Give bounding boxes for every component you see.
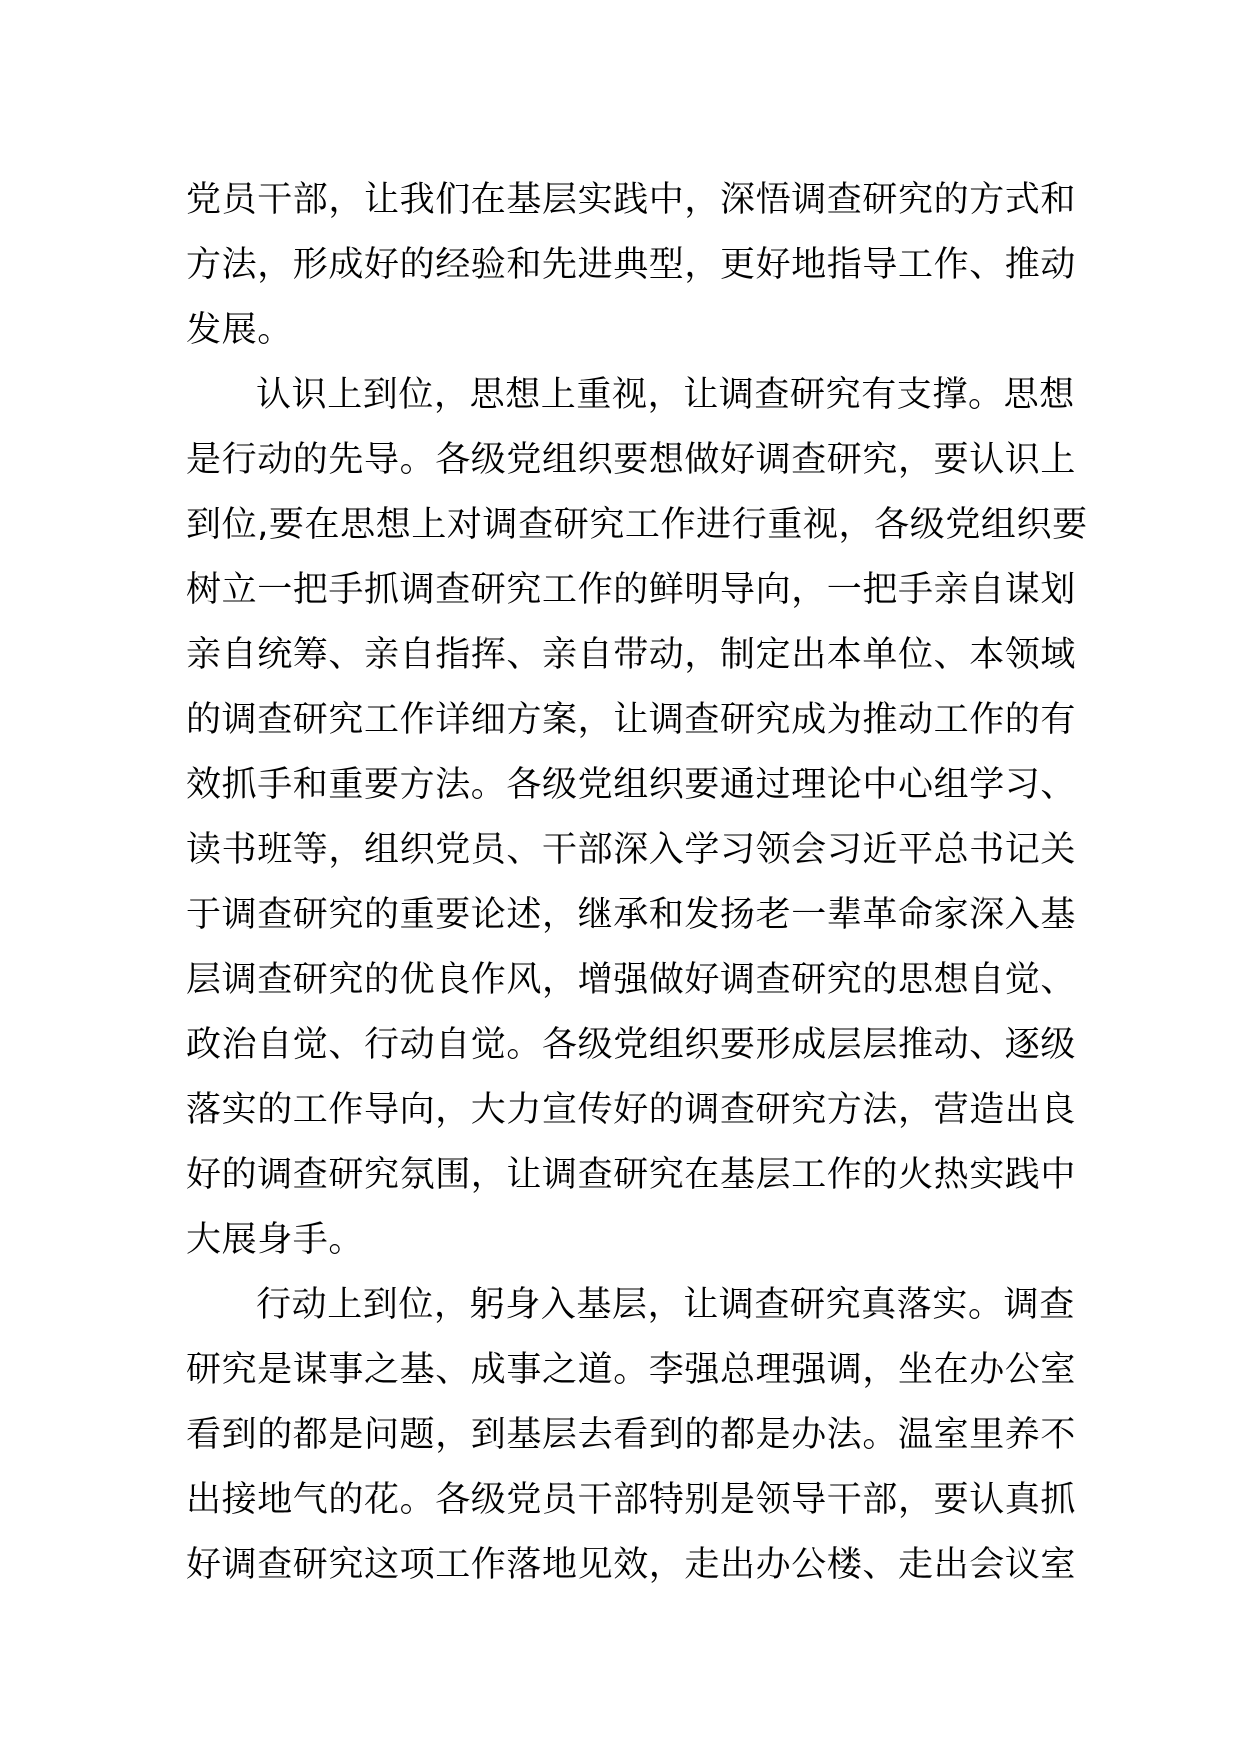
paragraph-first-line: 认识上到位，思想上重视，让调查研究有支撑。思想 [256,375,1075,415]
text-line: 读书班等，组织党员、干部深入学习领会习近平总书记关 [186,830,1077,870]
text-line: 是行动的先导。各级党组织要想做好调查研究，要认识上 [186,440,1077,480]
text-line: 大展身手。 [186,1220,365,1260]
text-line: 到位,要在思想上对调查研究工作进行重视，各级党组织要 [186,505,1088,545]
text-line: 政治自觉、行动自觉。各级党组织要形成层层推动、逐级 [186,1025,1077,1065]
text-line: 层调查研究的优良作风，增强做好调查研究的思想自觉、 [186,960,1077,1000]
text-line: 于调查研究的重要论述，继承和发扬老一辈革命家深入基 [186,895,1077,935]
text-line: 发展。 [186,310,293,350]
text-line: 落实的工作导向，大力宣传好的调查研究方法，营造出良 [186,1090,1077,1130]
text-line: 出接地气的花。各级党员干部特别是领导干部，要认真抓 [186,1480,1077,1520]
body-text [186,168,1088,1598]
text-line: 研究是谋事之基、成事之道。李强总理强调，坐在办公室 [186,1350,1077,1390]
paragraph-first-line: 行动上到位，躬身入基层，让调查研究真落实。调查 [256,1285,1075,1325]
text-line: 党员干部，让我们在基层实践中，深悟调查研究的方式和 [186,180,1077,220]
text-line: 效抓手和重要方法。各级党组织要通过理论中心组学习、 [186,765,1077,805]
text-line: 的调查研究工作详细方案，让调查研究成为推动工作的有 [186,700,1077,740]
text-line: 看到的都是问题，到基层去看到的都是办法。温室里养不 [186,1415,1077,1455]
text-line: 好调查研究这项工作落地见效，走出办公楼、走出会议室 [186,1545,1077,1585]
text-line: 好的调查研究氛围，让调查研究在基层工作的火热实践中 [186,1155,1077,1195]
text-line: 亲自统筹、亲自指挥、亲自带动，制定出本单位、本领域 [186,635,1077,675]
text-line: 树立一把手抓调查研究工作的鲜明导向，一把手亲自谋划 [186,570,1077,610]
text-line: 方法，形成好的经验和先进典型，更好地指导工作、推动 [186,245,1077,285]
